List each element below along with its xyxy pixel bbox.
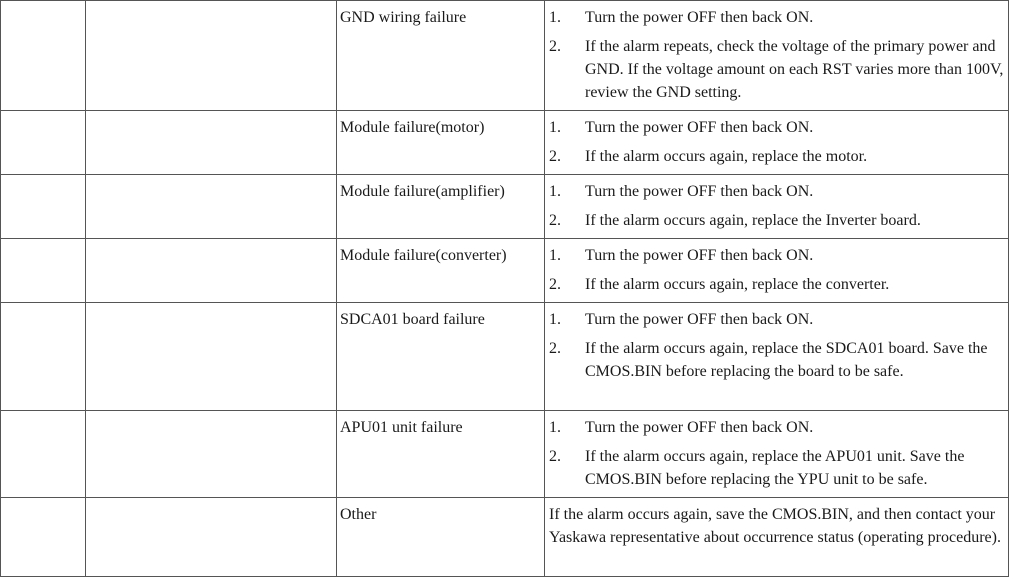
remedy-cell [545, 239, 1009, 303]
alarm-name-cell [86, 175, 337, 239]
cause-cell [337, 411, 545, 498]
cause-text: Module failure(motor) [340, 119, 485, 136]
remedy-step [549, 6, 1004, 29]
cause-text: SDCA01 board failure [340, 311, 485, 328]
step-number: 1. [549, 311, 561, 328]
step-text: Turn the power OFF then back ON. [585, 183, 814, 200]
step-number: 2. [549, 448, 561, 465]
alarm-number-cell [1, 239, 86, 303]
remedy-steps [549, 6, 1004, 104]
table-row [1, 498, 1009, 577]
step-number: 2. [549, 340, 561, 357]
step-text: Turn the power OFF then back ON. [585, 9, 814, 26]
remedy-steps [549, 244, 1004, 296]
remedy-text: If the alarm occurs again, save the CMOS.BIN, and then contact your Yaskawa representative about occurrence status (operating procedure). [549, 506, 1001, 546]
cause-text: Module failure(converter) [340, 247, 507, 264]
cause-cell [337, 175, 545, 239]
remedy-steps [549, 180, 1004, 232]
table-row [1, 411, 1009, 498]
step-text: Turn the power OFF then back ON. [585, 247, 814, 264]
step-number: 2. [549, 38, 561, 55]
remedy-steps [549, 416, 1004, 491]
remedy-step [549, 273, 1004, 296]
alarm-number-cell [1, 498, 86, 577]
remedy-cell [545, 411, 1009, 498]
remedy-step [549, 180, 1004, 203]
cause-cell [337, 303, 545, 411]
remedy-step [549, 337, 1004, 383]
cause-text: Other [340, 506, 377, 523]
step-text: If the alarm occurs again, replace the converter. [585, 276, 890, 293]
step-number: 1. [549, 9, 561, 26]
remedy-step [549, 445, 1004, 491]
remedy-steps [549, 116, 1004, 168]
alarm-name-cell [86, 498, 337, 577]
alarm-number-cell [1, 303, 86, 411]
remedy-cell [545, 498, 1009, 577]
step-text: If the alarm occurs again, replace the APU01 unit. Save the CMOS.BIN before replacing the YPU unit to be safe. [585, 448, 965, 488]
alarm-number-cell [1, 175, 86, 239]
alarm-number-cell [1, 111, 86, 175]
step-number: 1. [549, 247, 561, 264]
step-number: 1. [549, 119, 561, 136]
remedy-cell [545, 1, 1009, 111]
remedy-cell [545, 175, 1009, 239]
step-number: 2. [549, 148, 561, 165]
cause-cell [337, 111, 545, 175]
cause-cell [337, 1, 545, 111]
step-number: 1. [549, 419, 561, 436]
remedy-step [549, 209, 1004, 232]
remedy-step [549, 35, 1004, 104]
cause-cell [337, 498, 545, 577]
step-number: 1. [549, 183, 561, 200]
step-number: 2. [549, 276, 561, 293]
remedy-steps [549, 308, 1004, 383]
alarm-number-cell [1, 1, 86, 111]
table-row [1, 111, 1009, 175]
step-text: If the alarm occurs again, replace the motor. [585, 148, 868, 165]
alarm-name-cell [86, 111, 337, 175]
alarm-name-cell [86, 239, 337, 303]
remedy-cell [545, 303, 1009, 411]
step-text: Turn the power OFF then back ON. [585, 311, 814, 328]
alarm-name-cell [86, 411, 337, 498]
step-number: 2. [549, 212, 561, 229]
cause-cell [337, 239, 545, 303]
alarm-name-cell [86, 303, 337, 411]
table-row [1, 303, 1009, 411]
remedy-step [549, 145, 1004, 168]
remedy-step [549, 416, 1004, 439]
alarm-number-cell [1, 411, 86, 498]
table-row [1, 1, 1009, 111]
step-text: Turn the power OFF then back ON. [585, 419, 814, 436]
step-text: If the alarm repeats, check the voltage of the primary power and GND. If the voltage amount on each RST varies more than 100V, review the GND setting. [585, 38, 1004, 101]
alarm-name-cell [86, 1, 337, 111]
cause-text: Module failure(amplifier) [340, 183, 505, 200]
cause-text: APU01 unit failure [340, 419, 463, 436]
remedy-step [549, 116, 1004, 139]
remedy-step [549, 244, 1004, 267]
remedy-cell [545, 111, 1009, 175]
step-text: If the alarm occurs again, replace the SDCA01 board. Save the CMOS.BIN before replacing the board to be safe. [585, 340, 988, 380]
table-row [1, 239, 1009, 303]
cause-text: GND wiring failure [340, 9, 467, 26]
table-row [1, 175, 1009, 239]
step-text: Turn the power OFF then back ON. [585, 119, 814, 136]
remedy-step [549, 308, 1004, 331]
step-text: If the alarm occurs again, replace the Inverter board. [585, 212, 921, 229]
